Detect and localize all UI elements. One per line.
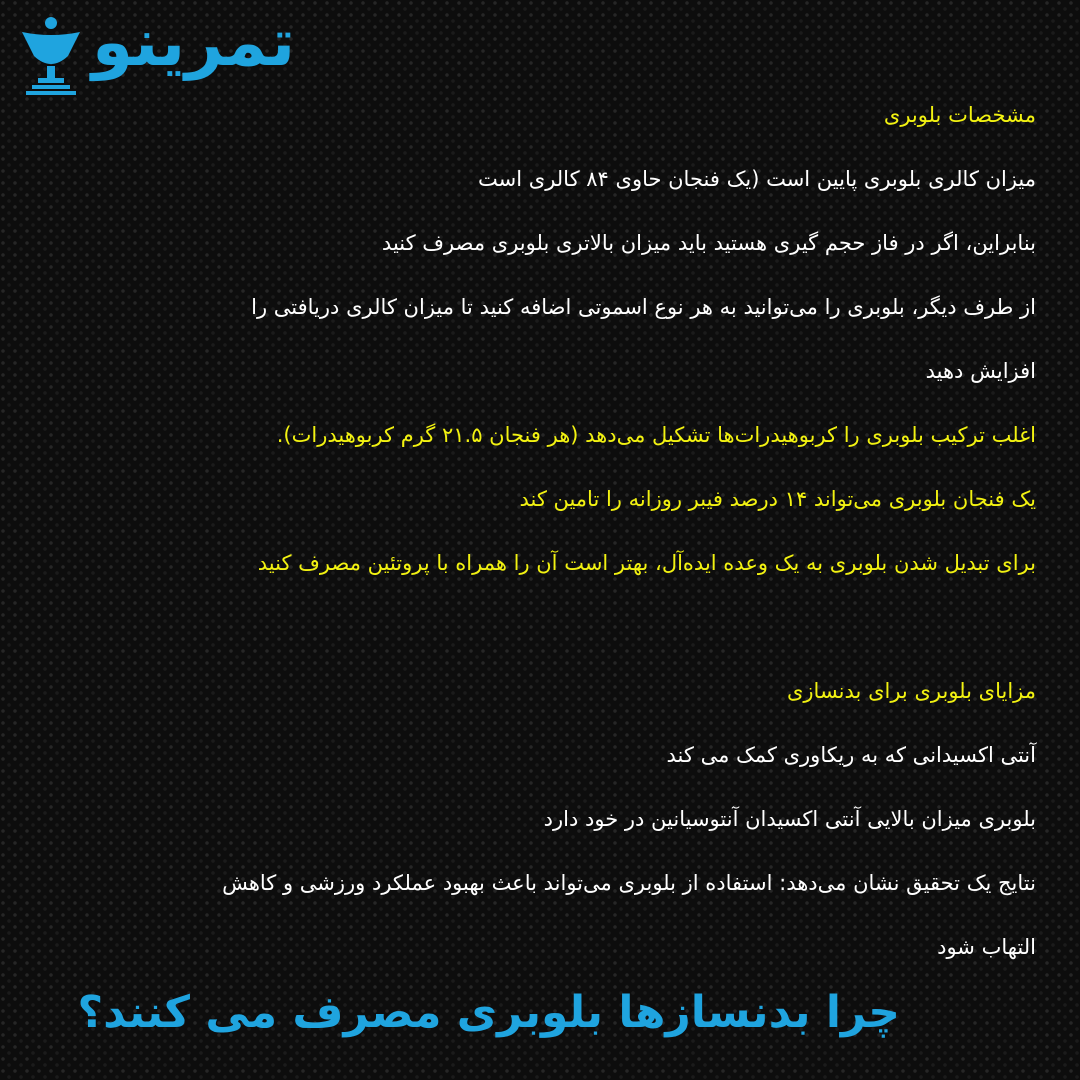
- brand-logo: [12, 4, 442, 100]
- highlight-line: برای تبدیل شدن بلوبری به یک وعده ایده‌آل، بهتر است آن را همراه با پروتئین مصرف کنید: [257, 551, 1036, 575]
- body-line: بنابراین، اگر در فاز حجم گیری هستید باید میزان بالاتری بلوبری مصرف کنید: [381, 231, 1036, 255]
- highlight-line: مشخصات بلوبری: [883, 103, 1036, 127]
- highlight-line: یک فنجان بلوبری می‌تواند ۱۴ درصد فیبر روزانه را تامین کند: [519, 487, 1036, 511]
- body-line: افزایش دهید: [925, 359, 1036, 383]
- section-spacer: [26, 610, 1036, 645]
- body-line: از طرف دیگر، بلوبری را می‌توانید به هر نوع اسموتی اضافه کنید تا میزان کالری دریافتی را: [251, 295, 1036, 319]
- body-line: التهاب شود: [937, 935, 1036, 959]
- body-line: آنتی اکسیدانی که به ریکاوری کمک می کند: [666, 743, 1036, 767]
- trophy-cup-icon: [16, 14, 86, 96]
- highlight-line: مزایای بلوبری برای بدنسازی: [786, 679, 1036, 703]
- article-body: [26, 98, 1036, 994]
- brand-name: تمرینو: [92, 4, 296, 81]
- footer-title: چرا بدنسازها بلوبری مصرف می کنند؟: [77, 987, 900, 1038]
- body-line: نتایج یک تحقیق نشان می‌دهد: استفاده از بلوبری می‌تواند باعث بهبود عملکرد ورزشی و کاهش: [222, 871, 1036, 895]
- highlight-line: اغلب ترکیب بلوبری را کربوهیدرات‌ها تشکیل می‌دهد (هر فنجان ۲۱.۵ گرم کربوهیدرات).: [276, 423, 1036, 447]
- body-line: بلوبری میزان بالایی آنتی اکسیدان آنتوسیانین در خود دارد: [543, 807, 1036, 831]
- body-line: میزان کالری بلوبری پایین است (یک فنجان حاوی ۸۴ کالری است: [478, 167, 1036, 191]
